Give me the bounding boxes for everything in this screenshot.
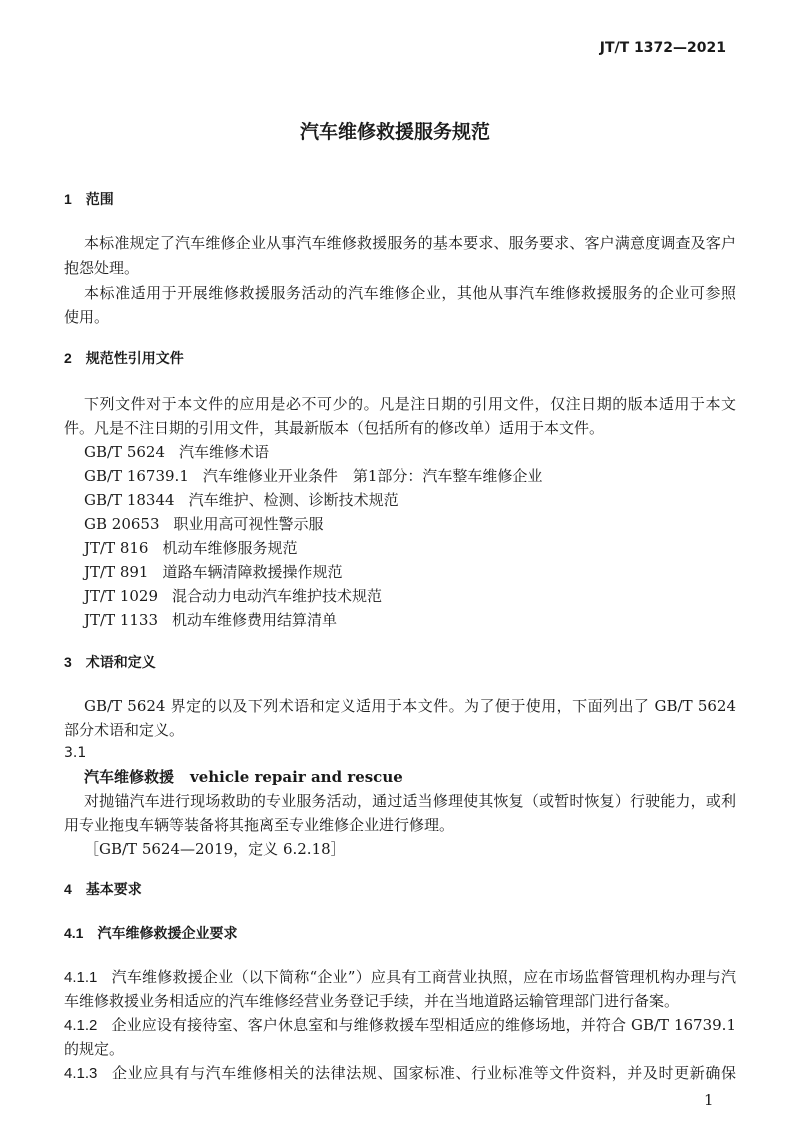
reference-title: 职业用高可视性警示服 [173,515,324,533]
reference-title: 混合动力电动汽车维护技术规范 [172,587,383,605]
clause-line [64,1015,736,1035]
reference-code: JT/T 1029 [84,587,159,605]
paragraph-line: 本标准规定了汽车维修企业从事汽车维修救援服务的基本要求、服务要求、客户满意度调查及客户 [84,234,736,252]
section-heading-3 [64,652,156,673]
term-number: 3.1 [64,745,87,761]
section-number: 3 [64,654,72,670]
page-title: 汽车维修救援服务规范 [299,121,490,143]
reference-code: JT/T 891 [84,563,149,581]
paragraph-line: 本标准适用于开展维修救援服务活动的汽车维修企业，其他从事汽车维修救援服务的企业可参照 [84,284,736,302]
section-number: 1 [64,191,72,207]
reference-item [84,466,542,486]
clause-text: 汽车维修救援企业（以下简称“企业”）应具有工商营业执照，应在市场监督管理机构办理与汽 [111,968,736,986]
clause-line: 车维修救援业务相适应的汽车维修经营业务登记手续，并在当地道路运输管理部门进行备案。 [64,992,680,1010]
clause-number: 4.1.3 [64,1065,98,1082]
section-title: 范围 [85,192,114,208]
definition-source: ［GB/T 5624—2019，定义 6.2.18］ [84,840,346,858]
reference-title: 机动车维修服务规范 [162,539,298,557]
subsection-number: 4.1 [64,925,84,941]
reference-item [84,442,269,462]
reference-code: GB/T 5624 [84,443,166,461]
clause-number: 4.1.2 [64,1017,98,1034]
subsection-heading [64,923,237,944]
reference-item [84,514,324,534]
clause-text: 企业应设有接待室、客户休息室和与维修救援车型相适应的维修场地，并符合 GB/T 16739.1 [111,1016,736,1034]
reference-item [84,538,298,558]
section-title: 基本要求 [85,882,142,898]
paragraph-line: 下列文件对于本文件的应用是必不可少的。凡是注日期的引用文件，仅注日期的版本适用于本文 [84,395,736,413]
section-heading-2 [64,348,184,369]
paragraph-line: 抱怨处理。 [64,259,140,277]
paragraph-line: GB/T 5624 界定的以及下列术语和定义适用于本文件。为了便于使用，下面列出了 GB/T 5624 [84,697,736,715]
term-chinese: 汽车维修救援 [84,768,175,786]
reference-code: GB/T 18344 [84,491,175,509]
page-number: 1 [704,1091,714,1109]
term-english: vehicle repair and rescue [190,768,403,786]
reference-title: 机动车维修费用结算清单 [172,611,338,629]
section-title: 术语和定义 [85,655,156,671]
definition-line: 对抛锚汽车进行现场救助的专业服务活动，通过适当修理使其恢复（或暂时恢复）行驶能力，或利 [84,792,736,810]
clause-line [64,1063,736,1083]
reference-code: JT/T 816 [84,539,149,557]
reference-item [84,562,343,582]
subsection-title: 汽车维修救援企业要求 [97,926,238,942]
reference-code: GB/T 16739.1 [84,467,189,485]
reference-item [84,586,382,606]
clause-number: 4.1.1 [64,969,98,986]
reference-title: 汽车维修业开业条件 第1部分：汽车整车维修企业 [202,467,543,485]
reference-title: 道路车辆清障救援操作规范 [162,563,343,581]
clause-line [64,967,736,987]
reference-code: JT/T 1133 [84,611,159,629]
section-heading-4 [64,879,142,900]
clause-line: 的规定。 [64,1040,125,1058]
section-number: 4 [64,881,72,897]
definition-line: 用专业拖曳车辆等装备将其拖离至专业维修企业进行修理。 [64,816,455,834]
paragraph-line: 使用。 [64,308,110,326]
reference-title: 汽车维修术语 [179,443,270,461]
paragraph-line: 部分术语和定义。 [64,721,185,739]
clause-text: 企业应具有与汽车维修相关的法律法规、国家标准、行业标准等文件资料，并及时更新确保 [111,1064,736,1082]
section-heading-1 [64,189,114,210]
reference-title: 汽车维护、检测、诊断技术规范 [188,491,399,509]
paragraph-line: 件。凡是不注日期的引用文件，其最新版本（包括所有的修改单）适用于本文件。 [64,419,605,437]
reference-item [84,490,399,510]
section-number: 2 [64,350,72,366]
reference-item [84,610,337,630]
term-entry [84,767,403,787]
document-number: JT/T 1372—2021 [599,40,726,56]
section-title: 规范性引用文件 [85,351,184,367]
reference-code: GB 20653 [84,515,160,533]
